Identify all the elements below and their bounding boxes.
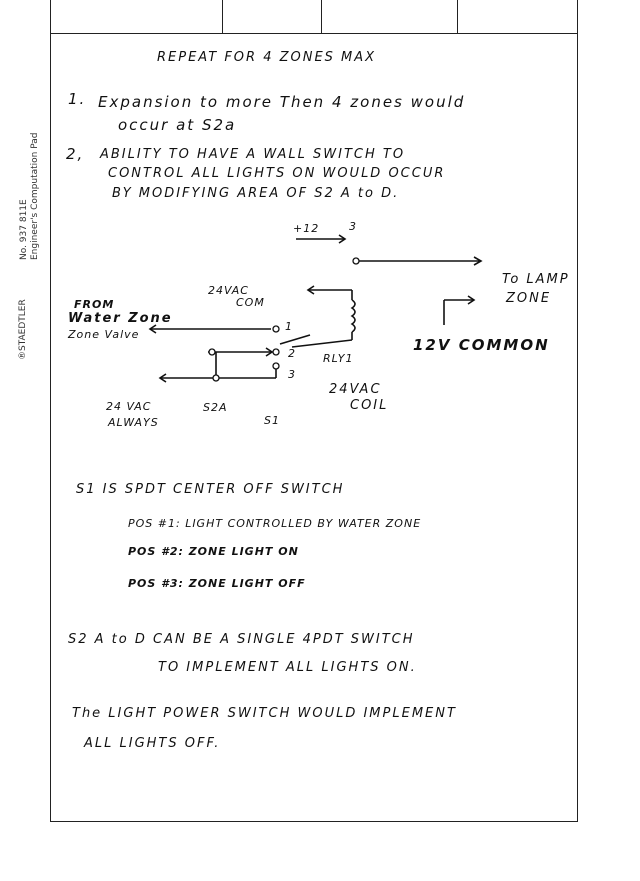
vac24-com-label-1: 24VAC bbox=[208, 284, 249, 297]
s2a-contact-a bbox=[209, 349, 215, 355]
terminal-3 bbox=[273, 363, 279, 369]
note-1-line-1: Expansion to more Then 4 zones would bbox=[98, 93, 466, 111]
note-2-line-1: ABILITY TO HAVE A WALL SWITCH TO bbox=[100, 147, 406, 162]
vac24-always-label-1: 24 VAC bbox=[106, 400, 152, 413]
product-text: Engineer's Computation Pad bbox=[30, 132, 40, 260]
s2a-contact-b bbox=[213, 375, 219, 381]
s1-pos-1: POS #1: LIGHT CONTROLLED BY WATER ZONE bbox=[128, 517, 422, 530]
vac24-coil-label-1: 24VAC bbox=[329, 382, 382, 397]
terminal-1 bbox=[273, 326, 279, 332]
note-2-number: 2, bbox=[66, 145, 85, 163]
zone-label: ZONE bbox=[506, 291, 552, 306]
relay-switch-blade bbox=[280, 335, 310, 344]
note-2-line-2: CONTROL ALL LIGHTS ON WOULD OCCUR bbox=[108, 166, 446, 181]
model-text: No. 937 811E bbox=[19, 199, 29, 260]
vac24-com-label-2: COM bbox=[236, 296, 265, 309]
rly1-label: RLY1 bbox=[323, 352, 354, 365]
page-title: REPEAT FOR 4 ZONES MAX bbox=[157, 50, 377, 65]
vac24-always-label-2: ALWAYS bbox=[108, 416, 159, 429]
s2-note-line-1: S2 A to D CAN BE A SINGLE 4PDT SWITCH bbox=[68, 632, 415, 647]
zone-valve-label: Zone Valve bbox=[68, 328, 140, 341]
light-note-line-2: ALL LIGHTS OFF. bbox=[84, 736, 221, 751]
s1-pos-3: POS #3: ZONE LIGHT OFF bbox=[128, 577, 306, 590]
from-label: FROM bbox=[74, 298, 115, 311]
s1-pos-2: POS #2: ZONE LIGHT ON bbox=[128, 545, 299, 558]
note-2-line-3: BY MODIFYING AREA OF S2 A to D. bbox=[112, 186, 400, 201]
v12-common-label: 12V COMMON bbox=[413, 336, 550, 354]
water-zone-label: Water Zone bbox=[68, 311, 173, 326]
s1-description: S1 IS SPDT CENTER OFF SWITCH bbox=[76, 482, 345, 497]
plus12-label: +12 bbox=[293, 222, 320, 235]
s1-label: S1 bbox=[264, 414, 280, 427]
to-lamp-label: To LAMP bbox=[502, 272, 570, 287]
terminal-3-top-label: 3 bbox=[349, 220, 357, 233]
coil-to-switch-wire bbox=[292, 340, 352, 347]
brand-text: ®STAEDTLER bbox=[18, 299, 28, 360]
vac24-coil-label-2: COIL bbox=[350, 398, 389, 413]
light-note-line-1: The LIGHT POWER SWITCH WOULD IMPLEMENT bbox=[72, 706, 457, 721]
s2-note-line-2: TO IMPLEMENT ALL LIGHTS ON. bbox=[158, 660, 417, 675]
terminal-3-top bbox=[353, 258, 359, 264]
relay-coil bbox=[352, 300, 355, 332]
s2a-label: S2A bbox=[203, 401, 228, 414]
terminal-1-label: 1 bbox=[285, 320, 293, 333]
terminal-2-label: 2 bbox=[288, 347, 296, 360]
note-1-number: 1. bbox=[68, 90, 87, 108]
note-1-line-2: occur at S2a bbox=[118, 116, 237, 134]
terminal-2 bbox=[273, 349, 279, 355]
terminal-3-label: 3 bbox=[288, 368, 296, 381]
